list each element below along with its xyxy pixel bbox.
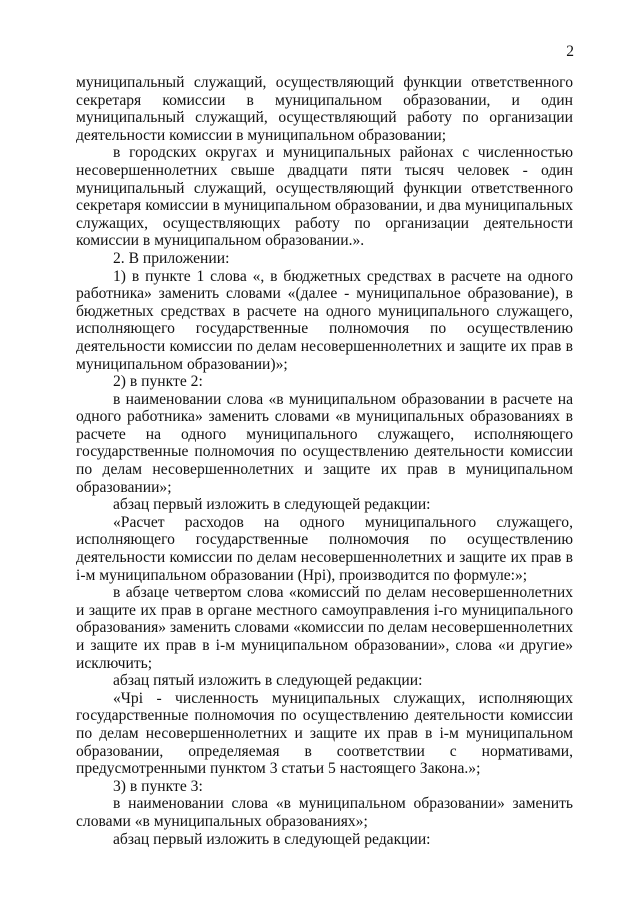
page-number: 2	[566, 43, 574, 60]
paragraph: «Чрi - численность муниципальных служащих, исполняющих государственные полномочия по осуществлению деятельности комиссии по делам несовершеннолетних и защите их прав в i-м муниципальном образовании, определяемая в соответствии с нормативами, предусмотренными пунктом 3 статьи 5 настоящего Закона.»;	[76, 689, 573, 778]
paragraph: 2. В приложении:	[113, 249, 230, 267]
paragraph: 3) в пункте 3:	[113, 777, 203, 795]
paragraph: в городских округах и муниципальных районах с численностью несовершеннолетних свыше двадцати пяти тысяч человек - один муниципальный служащий, осуществляющий функции ответственного секретаря комиссии в муниципальном образовании, и два муниципальных служащих, осуществляющих работу по организации деятельности комиссии в муниципальном образовании.».	[76, 144, 573, 250]
paragraph: муниципальный служащий, осуществляющий функции ответственного секретаря комиссии в муниципальном образовании, и один муниципальный служащий, осуществляющий работу по организации деятельности комиссии в муниципальном образовании;	[76, 74, 573, 144]
paragraph: 1) в пункте 1 слова «, в бюджетных средствах в расчете на одного работника» заменить словами «(далее - муниципальное образование), в бюджетных средствах в расчете на одного муниципального служащего, исполняющего государственные полномочия по осуществлению деятельности комиссии по делам несовершеннолетних и защите их прав в муниципальном образовании)»;	[76, 267, 573, 373]
paragraph: абзац первый изложить в следующей редакции:	[113, 830, 431, 848]
paragraph: в наименовании слова «в муниципальном образовании» заменить словами «в муниципальных образованиях»;	[76, 795, 573, 830]
paragraph: «Расчет расходов на одного муниципального служащего, исполняющего государственные полномочия по осуществлению деятельности комиссии по делам несовершеннолетних и защите их прав в i-м муниципальном образовании (Нрi), производится по формуле:»;	[76, 513, 573, 584]
paragraph: абзац пятый изложить в следующей редакции:	[113, 672, 423, 690]
paragraph: в абзаце четвертом слова «комиссий по делам несовершеннолетних и защите их прав в органе местного самоуправления i-го муниципального образования» заменить словами «комиссии по делам несовершеннолетних и защите их прав в i-м муниципальном образовании», слова «и другие» исключить;	[76, 584, 573, 672]
paragraph: абзац первый изложить в следующей редакции:	[113, 496, 431, 514]
document-body	[76, 74, 573, 848]
paragraph: 2) в пункте 2:	[113, 373, 203, 391]
paragraph: в наименовании слова «в муниципальном образовании в расчете на одного работника» заменить словами «в муниципальных образованиях в расчете на одного муниципального служащего, исполняющего государственные полномочия по осуществлению деятельности комиссии по делам несовершеннолетних и защите их прав в муниципальном образовании»;	[76, 390, 573, 496]
